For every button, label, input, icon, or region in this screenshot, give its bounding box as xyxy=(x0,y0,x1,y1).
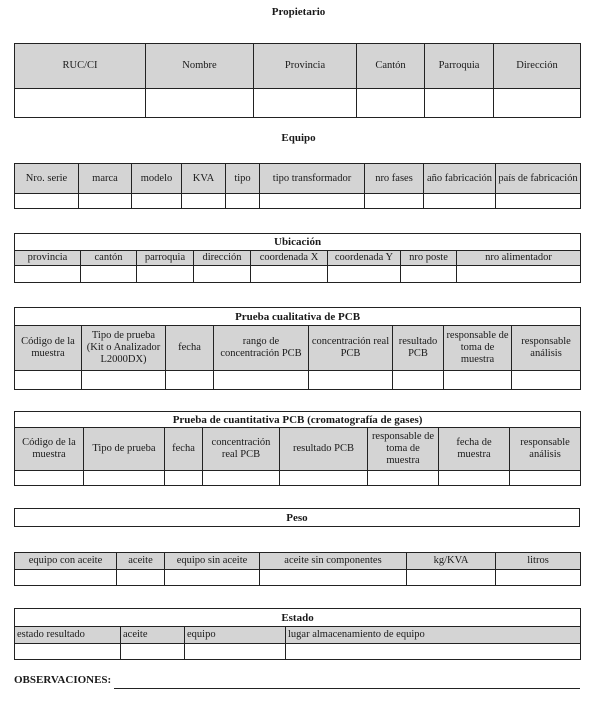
modelo-field[interactable] xyxy=(132,194,182,209)
header-equipo-con-aceite: equipo con aceite xyxy=(15,553,117,570)
ubicacion-table xyxy=(14,233,581,283)
header-cual-codigo-muestra: Código de la muestra xyxy=(15,326,82,371)
litros-field[interactable] xyxy=(496,570,581,586)
provincia-field[interactable] xyxy=(254,89,357,118)
header-cual-resultado: resultado PCB xyxy=(393,326,444,371)
header-canton: Cantón xyxy=(357,44,425,89)
estado-resultado-field[interactable] xyxy=(15,644,121,660)
cual-responsable-toma-field[interactable] xyxy=(444,371,512,390)
cuant-responsable-toma-field[interactable] xyxy=(368,471,439,486)
header-litros: litros xyxy=(496,553,581,570)
aceite-sin-componentes-field[interactable] xyxy=(260,570,407,586)
cual-rango-concentracion-field[interactable] xyxy=(214,371,309,390)
header-cual-rango-concentracion: rango de concentración PCB xyxy=(214,326,309,371)
header-nro-fases: nro fases xyxy=(365,164,424,194)
marca-field[interactable] xyxy=(79,194,132,209)
equipo-con-aceite-field[interactable] xyxy=(15,570,117,586)
coordenada-x-field[interactable] xyxy=(251,266,328,283)
direccion-field[interactable] xyxy=(494,89,581,118)
header-cual-responsable-analisis: responsable análisis xyxy=(512,326,581,371)
propietario-title: Propietario xyxy=(271,6,326,18)
header-cuant-tipo-prueba: Tipo de prueba xyxy=(84,428,165,471)
header-ubic-direccion: dirección xyxy=(194,251,251,266)
header-pais-fabricacion: país de fabricación xyxy=(496,164,581,194)
header-cual-responsable-toma: responsable de toma de muestra xyxy=(444,326,512,371)
header-nro-serie: Nro. serie xyxy=(15,164,79,194)
tipo-field[interactable] xyxy=(226,194,260,209)
header-anio-fabricacion: año fabricación xyxy=(424,164,496,194)
header-kg-kva: kg/KVA xyxy=(407,553,496,570)
peso-table xyxy=(14,552,581,586)
ubic-direccion-field[interactable] xyxy=(194,266,251,283)
header-estado-resultado: estado resultado xyxy=(15,627,121,644)
header-cuant-codigo-muestra: Código de la muestra xyxy=(15,428,84,471)
header-aceite: aceite xyxy=(117,553,165,570)
prueba-cuantitativa-title: Prueba de cuantitativa PCB (cromatografía de gases) xyxy=(15,412,581,428)
header-kva: KVA xyxy=(182,164,226,194)
equipo-title: Equipo xyxy=(281,132,316,144)
header-provincia: Provincia xyxy=(254,44,357,89)
kg-kva-field[interactable] xyxy=(407,570,496,586)
header-ubic-canton: cantón xyxy=(81,251,137,266)
header-parroquia: Parroquia xyxy=(425,44,494,89)
header-equipo-sin-aceite: equipo sin aceite xyxy=(165,553,260,570)
header-nro-poste: nro poste xyxy=(401,251,457,266)
cuant-codigo-muestra-field[interactable] xyxy=(15,471,84,486)
nro-alimentador-field[interactable] xyxy=(457,266,581,283)
header-estado-aceite: aceite xyxy=(121,627,185,644)
prueba-cuantitativa-table xyxy=(14,411,581,486)
peso-title: Peso xyxy=(15,509,580,527)
header-cuant-concentracion-real: concentración real PCB xyxy=(203,428,280,471)
propietario-table xyxy=(14,43,581,118)
pais-fabricacion-field[interactable] xyxy=(496,194,581,209)
header-nombre: Nombre xyxy=(146,44,254,89)
header-direccion: Dirección xyxy=(494,44,581,89)
cual-responsable-analisis-field[interactable] xyxy=(512,371,581,390)
header-aceite-sin-componentes: aceite sin componentes xyxy=(260,553,407,570)
cuant-concentracion-real-field[interactable] xyxy=(203,471,280,486)
cuant-fecha-muestra-field[interactable] xyxy=(439,471,510,486)
header-marca: marca xyxy=(79,164,132,194)
nro-serie-field[interactable] xyxy=(15,194,79,209)
cual-codigo-muestra-field[interactable] xyxy=(15,371,82,390)
estado-title: Estado xyxy=(15,609,581,627)
header-coordenada-y: coordenada Y xyxy=(328,251,401,266)
cual-resultado-field[interactable] xyxy=(393,371,444,390)
header-coordenada-x: coordenada X xyxy=(251,251,328,266)
ruc-ci-field[interactable] xyxy=(15,89,146,118)
prueba-cualitativa-table xyxy=(14,307,581,390)
header-modelo: modelo xyxy=(132,164,182,194)
cuant-tipo-prueba-field[interactable] xyxy=(84,471,165,486)
header-cuant-fecha: fecha xyxy=(165,428,203,471)
ubicacion-title: Ubicación xyxy=(15,234,581,251)
observaciones-field[interactable] xyxy=(114,688,580,689)
header-estado-equipo: equipo xyxy=(185,627,286,644)
header-cuant-resultado: resultado PCB xyxy=(280,428,368,471)
canton-field[interactable] xyxy=(357,89,425,118)
ubic-canton-field[interactable] xyxy=(81,266,137,283)
ubic-parroquia-field[interactable] xyxy=(137,266,194,283)
ubic-provincia-field[interactable] xyxy=(15,266,81,283)
header-ruc-ci: RUC/CI xyxy=(15,44,146,89)
estado-aceite-field[interactable] xyxy=(121,644,185,660)
cuant-responsable-analisis-field[interactable] xyxy=(510,471,581,486)
cuant-resultado-field[interactable] xyxy=(280,471,368,486)
header-tipo-transformador: tipo transformador xyxy=(260,164,365,194)
header-lugar-almacenamiento: lugar almacenamiento de equipo xyxy=(286,627,581,644)
peso-title-table xyxy=(14,508,580,527)
header-cuant-responsable-toma: responsable de toma de muestra xyxy=(368,428,439,471)
equipo-sin-aceite-field[interactable] xyxy=(165,570,260,586)
header-cual-concentracion-real: concentración real PCB xyxy=(309,326,393,371)
cual-fecha-field[interactable] xyxy=(166,371,214,390)
aceite-field[interactable] xyxy=(117,570,165,586)
header-cual-fecha: fecha xyxy=(166,326,214,371)
observaciones-label: OBSERVACIONES: xyxy=(14,674,112,686)
coordenada-y-field[interactable] xyxy=(328,266,401,283)
parroquia-field[interactable] xyxy=(425,89,494,118)
header-cuant-fecha-muestra: fecha de muestra xyxy=(439,428,510,471)
estado-table xyxy=(14,608,581,660)
lugar-almacenamiento-field[interactable] xyxy=(286,644,581,660)
equipo-table xyxy=(14,163,581,209)
header-cual-tipo-prueba: Tipo de prueba (Kit o Analizador L2000DX) xyxy=(82,326,166,371)
nro-poste-field[interactable] xyxy=(401,266,457,283)
header-nro-alimentador: nro alimentador xyxy=(457,251,581,266)
header-cuant-responsable-analisis: responsable análisis xyxy=(510,428,581,471)
header-ubic-provincia: provincia xyxy=(15,251,81,266)
nombre-field[interactable] xyxy=(146,89,254,118)
nro-fases-field[interactable] xyxy=(365,194,424,209)
cual-concentracion-real-field[interactable] xyxy=(309,371,393,390)
header-tipo: tipo xyxy=(226,164,260,194)
cuant-fecha-field[interactable] xyxy=(165,471,203,486)
estado-equipo-field[interactable] xyxy=(185,644,286,660)
cual-tipo-prueba-field[interactable] xyxy=(82,371,166,390)
prueba-cualitativa-title: Prueba cualitativa de PCB xyxy=(15,308,581,326)
header-ubic-parroquia: parroquia xyxy=(137,251,194,266)
kva-field[interactable] xyxy=(182,194,226,209)
tipo-transformador-field[interactable] xyxy=(260,194,365,209)
anio-fabricacion-field[interactable] xyxy=(424,194,496,209)
